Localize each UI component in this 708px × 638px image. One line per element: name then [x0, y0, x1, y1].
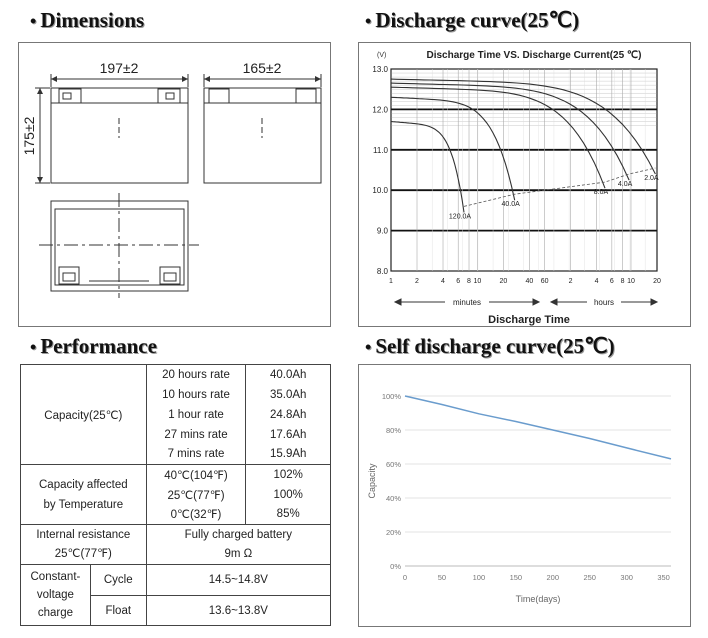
capacity-rate-3: 27 mins rate — [146, 425, 246, 445]
discharge-curve — [391, 97, 515, 200]
x-tick-label: 200 — [546, 573, 560, 582]
discharge-x-tick: 2 — [568, 278, 573, 285]
cycle-value: 14.5~14.8V — [146, 565, 330, 596]
self-discharge-chart — [359, 365, 690, 626]
x-tick-label: 50 — [437, 573, 447, 582]
discharge-curve-label: 8.0A — [593, 189, 609, 197]
y-tick-label: 20% — [385, 528, 401, 537]
x-tick-label: 250 — [583, 573, 596, 582]
section-title-self-discharge: • Self discharge curve(25℃) — [365, 334, 615, 358]
discharge-x-tick: 10 — [473, 278, 482, 285]
section-title-discharge: • Discharge curve(25℃) — [365, 8, 580, 32]
capacity-value-2: 24.8Ah — [246, 405, 331, 425]
discharge-chart-title: Discharge Time VS. Discharge Current(25 ℃) — [426, 50, 642, 61]
width-label: 165±2 — [242, 60, 282, 76]
discharge-y-tick: 13.0 — [372, 65, 388, 74]
discharge-x-tick: 4 — [594, 278, 599, 285]
y-tick-label: 0% — [390, 562, 401, 571]
front-view-outline — [51, 88, 188, 183]
temp-value-1: 100% — [246, 485, 331, 505]
discharge-curve-chart — [359, 43, 690, 326]
discharge-curve — [391, 87, 605, 188]
x-tick-label: 100 — [472, 573, 486, 582]
discharge-x-tick: 8 — [467, 278, 471, 285]
y-tick-label: 60% — [385, 460, 401, 469]
discharge-curve-label: 4.0A — [617, 181, 633, 189]
internal-resistance-value: Fully charged battery 9m Ω — [146, 525, 330, 565]
x-tick-label: 350 — [657, 573, 670, 582]
section-title-dimensions: • Dimensions — [30, 8, 145, 32]
capacity-value-4: 15.9Ah — [246, 445, 331, 465]
self-discharge-y-label: Capacity — [367, 463, 377, 499]
constant-voltage-label: Constant- voltage charge — [21, 565, 91, 626]
self-discharge-series-line — [405, 396, 671, 459]
temp-value-0: 102% — [246, 465, 331, 485]
discharge-x-tick: 20 — [499, 278, 508, 285]
minutes-label: minutes — [452, 298, 482, 307]
discharge-y-tick: 10.0 — [372, 186, 388, 196]
discharge-x-tick: 6 — [456, 278, 461, 285]
capacity-value-1: 35.0Ah — [246, 385, 331, 405]
discharge-curve-label: 40.0A — [501, 201, 520, 209]
x-tick-label: 150 — [509, 573, 523, 582]
discharge-curve-label: 120.0A — [448, 213, 472, 221]
x-tick-label: 0 — [402, 573, 408, 582]
internal-resistance-label: Internal resistance 25℃(77℉) — [21, 525, 147, 565]
discharge-x-tick: 8 — [620, 278, 625, 285]
self-discharge-panel — [358, 364, 691, 627]
height-label: 175±2 — [21, 116, 37, 156]
capacity-label: Capacity(25℃) — [21, 365, 147, 465]
cycle-label: Cycle — [90, 565, 146, 596]
discharge-x-tick: 6 — [609, 278, 614, 285]
capacity-rate-1: 10 hours rate — [146, 385, 246, 405]
discharge-x-tick: 10 — [627, 278, 635, 285]
discharge-x-tick: 60 — [540, 278, 549, 285]
temp-value-2: 85% — [246, 505, 331, 525]
side-view-outline — [204, 88, 321, 183]
performance-table — [20, 364, 331, 626]
x-tick-label: 300 — [620, 573, 633, 582]
discharge-curve-panel — [358, 42, 691, 327]
discharge-y-unit: (V) — [377, 52, 387, 59]
discharge-x-tick: 40 — [525, 278, 534, 285]
section-title-performance: • Performance — [30, 334, 157, 358]
discharge-x-tick: 20 — [653, 278, 661, 285]
discharge-y-tick: 8.0 — [376, 267, 388, 276]
float-label: Float — [90, 596, 146, 626]
y-tick-label: 80% — [385, 426, 401, 435]
temp-2: 0℃(32℉) — [146, 505, 246, 525]
capacity-value-3: 17.6Ah — [246, 425, 331, 445]
discharge-x-tick: 2 — [415, 278, 419, 285]
discharge-curve — [391, 83, 629, 180]
discharge-y-tick: 9.0 — [376, 226, 388, 236]
capacity-rate-2: 1 hour rate — [146, 405, 246, 425]
temp-0: 40℃(104℉) — [146, 465, 246, 485]
discharge-x-tick: 4 — [441, 278, 445, 285]
discharge-y-tick: 12.0 — [372, 105, 388, 115]
capacity-rate-4: 7 mins rate — [146, 445, 246, 465]
hours-label: hours — [593, 298, 615, 307]
temperature-label: Capacity affected by Temperature — [21, 465, 147, 525]
temp-1: 25℃(77℉) — [146, 485, 246, 505]
dimensions-drawing — [19, 43, 330, 326]
discharge-curve — [391, 122, 464, 213]
discharge-x-title: Discharge Time — [488, 314, 570, 326]
y-tick-label: 100% — [381, 392, 401, 401]
dimensions-panel — [18, 42, 331, 327]
discharge-curve-label: 2.0A — [644, 174, 659, 182]
self-discharge-x-label: Time(days) — [515, 594, 561, 604]
length-label: 197±2 — [99, 60, 139, 76]
discharge-y-tick: 11.0 — [373, 145, 388, 155]
y-tick-label: 40% — [385, 494, 401, 503]
float-value: 13.6~13.8V — [146, 596, 330, 626]
capacity-value-0: 40.0Ah — [246, 365, 331, 385]
discharge-x-tick: 1 — [389, 278, 393, 285]
capacity-rate-0: 20 hours rate — [146, 365, 246, 385]
